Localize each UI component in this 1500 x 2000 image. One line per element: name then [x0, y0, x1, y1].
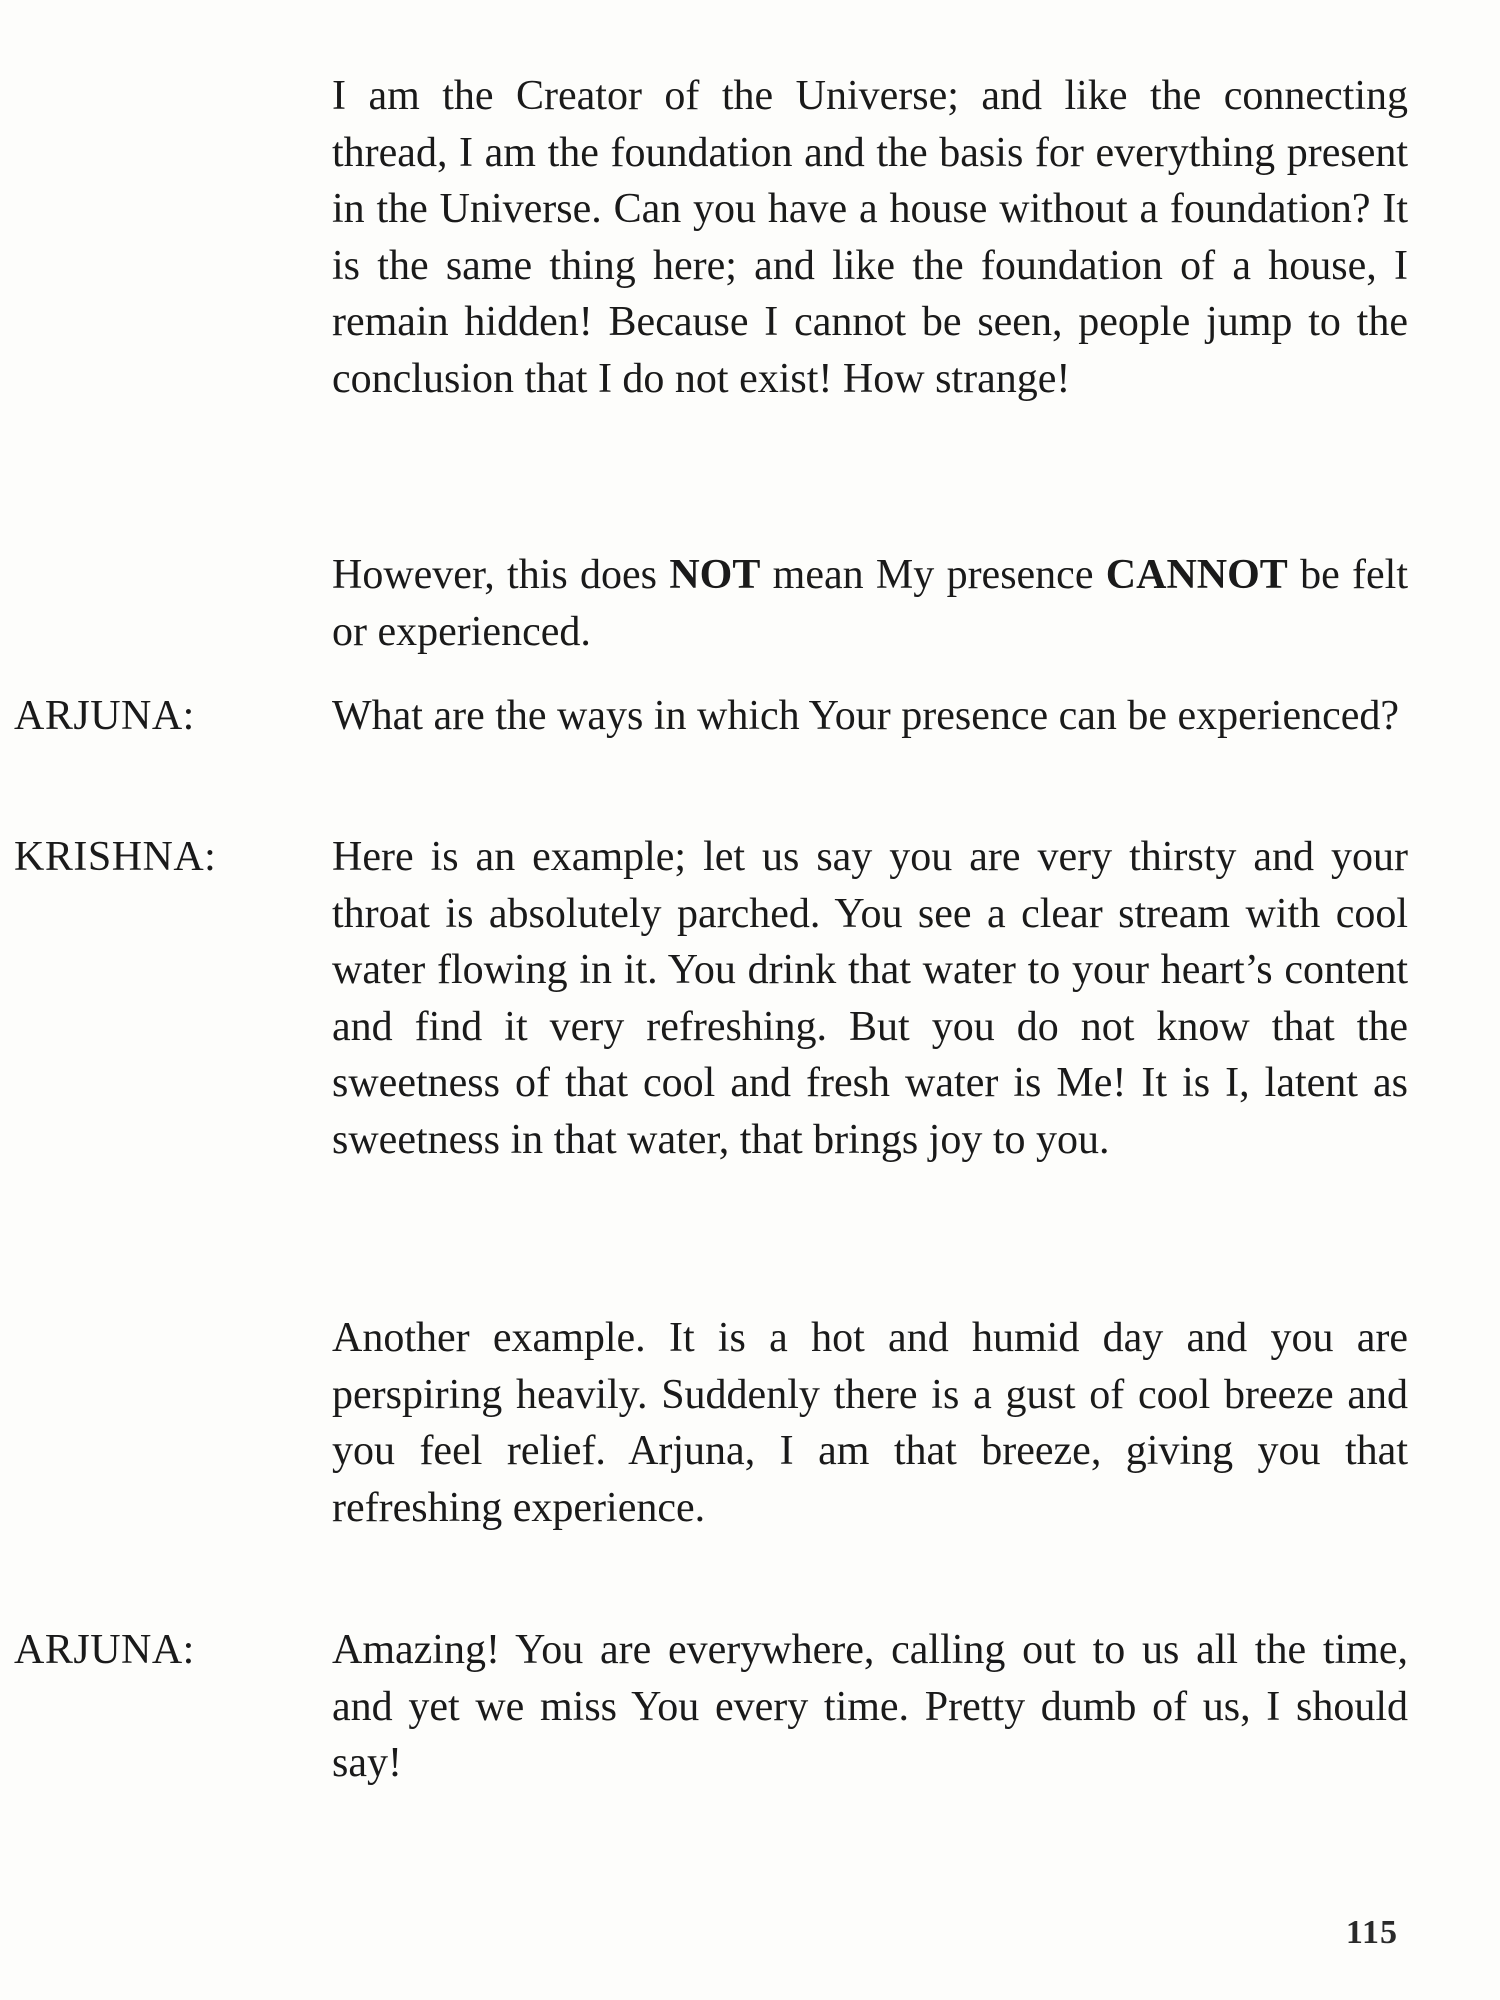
- paragraph-breeze: Another example. It is a hot and humid day and you are perspiring heavily. Suddenly there is a gust of cool breeze and you feel relief. Arjuna, I am that breeze, giving you that refreshing experience.: [332, 1315, 1408, 1531]
- text-segment: be felt or experienced.: [332, 552, 1409, 655]
- page-number: 115: [1345, 1914, 1398, 1951]
- paragraph-krishna-answer: Here is an example; let us say you are very thirsty and your throat is absolutely parched. You see a clear stream with cool water flowing in it. You drink that water to your heart’s content and find it very refreshing. But you do not know that the sweetness of that cool and fresh water is Me! It is I, latent as sweetness in that water, that brings joy to you.: [332, 834, 1408, 1163]
- text-segment: However, this does: [332, 552, 670, 598]
- paragraph-arjuna-amazing: Amazing! You are everywhere, calling out to us all the time, and yet we miss You every time. Pretty dumb of us, I should say!: [332, 1627, 1408, 1786]
- paragraph-presence: [332, 547, 1408, 660]
- speaker-label-krishna: KRISHNA:: [14, 834, 217, 880]
- paragraph-arjuna-question: What are the ways in which Your presence can be experienced?: [332, 693, 1400, 739]
- speaker-label-arjuna: ARJUNA:: [14, 1627, 195, 1673]
- paragraph-creator: I am the Creator of the Universe; and like the connecting thread, I am the foundation and the basis for everything present in the Universe. Can you have a house without a foundation? It is the same thing here; and like the foundation of a house, I remain hidden! Because I cannot be seen, people jump to the conclusion that I do not exist! How strange!: [332, 73, 1408, 402]
- bold-cannot: CANNOT: [1105, 552, 1288, 598]
- speaker-label-arjuna: ARJUNA:: [14, 693, 195, 739]
- bold-not: NOT: [669, 552, 761, 598]
- text-segment: mean My presence: [760, 552, 1106, 598]
